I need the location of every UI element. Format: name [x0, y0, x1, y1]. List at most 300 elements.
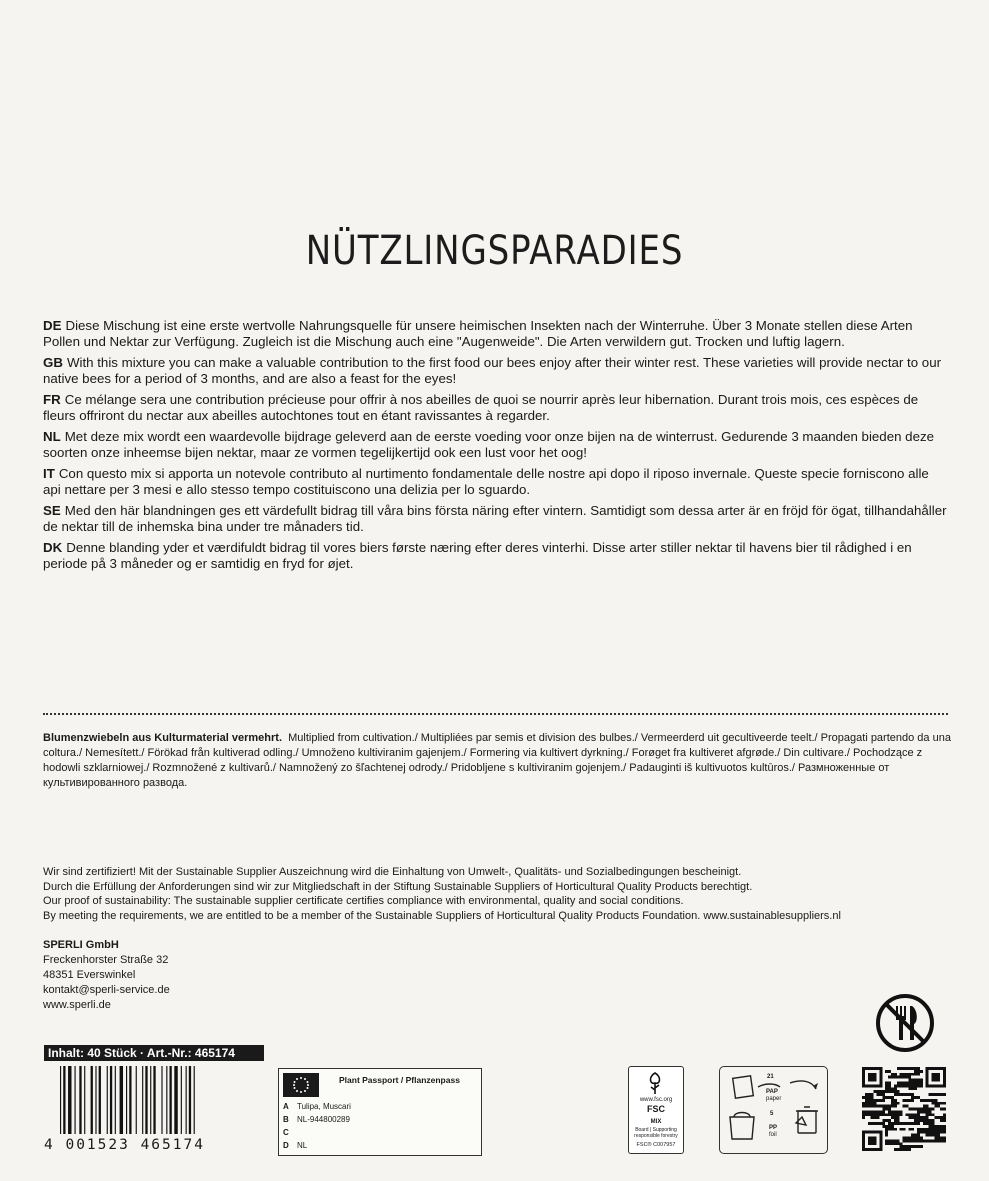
qr-module [894, 1110, 897, 1113]
qr-module [897, 1093, 900, 1096]
qr-module [888, 1105, 891, 1108]
eu-flag-icon [283, 1073, 319, 1097]
qr-module [920, 1131, 923, 1134]
content-label: Inhalt: 40 Stück · Art.-Nr.: 465174 [44, 1045, 264, 1061]
qr-module [929, 1119, 932, 1122]
qr-module [862, 1096, 865, 1099]
qr-module [885, 1090, 888, 1093]
qr-module [868, 1093, 871, 1096]
lang-dk [43, 540, 948, 571]
qr-module [920, 1108, 923, 1111]
qr-module [908, 1108, 911, 1111]
lang-fr [43, 392, 948, 423]
qr-module [923, 1128, 926, 1131]
qr-module [874, 1113, 877, 1116]
qr-module [891, 1139, 894, 1142]
qr-module [903, 1122, 906, 1125]
barcode-bar [142, 1066, 143, 1134]
qr-module [905, 1113, 908, 1116]
qr-module [900, 1142, 903, 1145]
qr-module [932, 1119, 935, 1122]
qr-module [943, 1093, 946, 1096]
company-city: 48351 Everswinkel [43, 969, 136, 981]
qr-module [932, 1113, 935, 1116]
qr-module [894, 1148, 897, 1151]
qr-module [905, 1122, 908, 1125]
qr-module [920, 1110, 923, 1113]
qr-module [905, 1137, 908, 1140]
qr-module [914, 1122, 917, 1125]
pap-label: paper [766, 1096, 782, 1102]
barcode-bar [74, 1066, 75, 1134]
qr-module [926, 1116, 929, 1119]
qr-module [943, 1116, 946, 1119]
qr-finder [879, 1067, 882, 1087]
qr-module [865, 1110, 868, 1113]
qr-module [888, 1128, 891, 1131]
qr-finder [926, 1067, 929, 1087]
qr-module [879, 1090, 882, 1093]
qr-module [908, 1081, 911, 1084]
qr-module [903, 1145, 906, 1148]
qr-module [911, 1122, 914, 1125]
qr-module [882, 1108, 885, 1111]
passport-row-b [283, 1115, 350, 1124]
lang-code: GB [43, 355, 63, 370]
qr-module [879, 1122, 882, 1125]
qr-finder [926, 1084, 946, 1087]
qr-module [926, 1119, 929, 1122]
pp-code: PP [769, 1125, 778, 1131]
qr-module [888, 1119, 891, 1122]
qr-module [888, 1110, 891, 1113]
passport-title: Plant Passport / Pflanzenpass [339, 1075, 460, 1085]
qr-module [917, 1110, 920, 1113]
qr-module [929, 1128, 932, 1131]
qr-module [900, 1128, 903, 1131]
qr-module [876, 1090, 879, 1093]
qr-module [914, 1119, 917, 1122]
qr-module [917, 1137, 920, 1140]
qr-module [885, 1128, 888, 1131]
barcode-bar [79, 1066, 81, 1134]
qr-finder [862, 1148, 882, 1151]
qr-module [943, 1113, 946, 1116]
cert-line: Our proof of sustainability: The sustainable supplier certificate certifies compliance with environmental, quality and social conditions. [43, 895, 684, 908]
no-food-icon [874, 992, 936, 1054]
qr-module [908, 1076, 911, 1079]
qr-module [894, 1093, 897, 1096]
fsc-label [628, 1066, 684, 1154]
qr-module [897, 1119, 900, 1122]
page-title: NÜTZLINGSPARADIES [305, 228, 684, 274]
barcode-bar [145, 1066, 147, 1134]
qr-module [871, 1110, 874, 1113]
qr-module [940, 1128, 943, 1131]
qr-module [905, 1084, 908, 1087]
qr-module [917, 1139, 920, 1142]
lang-text: Ce mélange sera une contribution précieuse pour offrir à nos abeilles de quoi se nourrir après leur hibernation. Durant trois mois, ces espèces de fleurs offriront du nectar aux abeilles autochtones tout en étant ravissantes à regarder. [43, 392, 919, 423]
qr-module [888, 1108, 891, 1111]
qr-module [937, 1128, 940, 1131]
qr-module [876, 1110, 879, 1113]
lang-gb [43, 355, 948, 386]
lang-code: IT [43, 466, 55, 481]
qr-module [934, 1102, 937, 1105]
qr-module [917, 1145, 920, 1148]
qr-module [940, 1102, 943, 1105]
barcode-bar [107, 1066, 108, 1134]
qr-module [882, 1105, 885, 1108]
qr-module [865, 1099, 868, 1102]
pp-label: foil [769, 1132, 777, 1138]
qr-module [920, 1081, 923, 1084]
lang-code: FR [43, 392, 61, 407]
qr-module [908, 1122, 911, 1125]
qr-finder [879, 1131, 882, 1151]
qr-module [908, 1079, 911, 1082]
passport-key: A [283, 1102, 289, 1111]
qr-module [897, 1122, 900, 1125]
qr-module [926, 1131, 929, 1134]
qr-module [903, 1128, 906, 1131]
qr-module [911, 1073, 914, 1076]
passport-key: D [283, 1141, 289, 1150]
qr-module [891, 1110, 894, 1113]
barcode-bar [181, 1066, 182, 1134]
qr-module [937, 1125, 940, 1128]
qr-module [882, 1090, 885, 1093]
qr-module [894, 1142, 897, 1145]
lang-se [43, 503, 948, 534]
cert-line: Wir sind zertifiziert! Mit der Sustainable Supplier Auszeichnung wird die Einhaltung von Umwelt-, Qualitäts- und Sozialbedingungen bescheinigt. [43, 866, 742, 878]
qr-module [917, 1122, 920, 1125]
qr-module [894, 1122, 897, 1125]
qr-finder [943, 1067, 946, 1087]
qr-module [894, 1073, 897, 1076]
qr-module [905, 1099, 908, 1102]
lang-code: NL [43, 429, 61, 444]
qr-module [903, 1081, 906, 1084]
qr-module [923, 1122, 926, 1125]
qr-module [897, 1142, 900, 1145]
qr-module [885, 1119, 888, 1122]
lang-nl [43, 429, 948, 460]
qr-module [908, 1099, 911, 1102]
barcode-bar [120, 1066, 123, 1134]
qr-module [932, 1122, 935, 1125]
qr-finder [868, 1073, 877, 1082]
qr-module [920, 1070, 923, 1073]
qr-module [879, 1099, 882, 1102]
qr-module [937, 1131, 940, 1134]
qr-module [905, 1139, 908, 1142]
barcode-bar [60, 1066, 61, 1134]
qr-module [908, 1137, 911, 1140]
barcode-bar [110, 1066, 112, 1134]
qr-module [885, 1105, 888, 1108]
qr-module [934, 1131, 937, 1134]
qr-module [868, 1113, 871, 1116]
qr-module [871, 1122, 874, 1125]
qr-code [862, 1067, 946, 1151]
qr-module [894, 1099, 897, 1102]
qr-module [908, 1145, 911, 1148]
barcode-bar [126, 1066, 127, 1134]
origin-bold: Blumenzwiebeln aus Kulturmaterial vermehrt. [43, 732, 283, 744]
fsc-web: www.fsc.org [639, 1097, 673, 1103]
qr-module [940, 1139, 943, 1142]
qr-finder [926, 1067, 946, 1070]
qr-module [917, 1119, 920, 1122]
qr-module [882, 1125, 885, 1128]
qr-module [920, 1145, 923, 1148]
qr-module [876, 1113, 879, 1116]
qr-module [894, 1090, 897, 1093]
barcode-bar [189, 1066, 191, 1134]
qr-module [865, 1093, 868, 1096]
qr-module [885, 1134, 888, 1137]
qr-module [923, 1139, 926, 1142]
qr-module [943, 1128, 946, 1131]
cert-line: Durch die Erfüllung der Anforderungen sind wir zur Mitgliedschaft in der Stiftung Sustainable Suppliers of Horticultural Quality Products berechtigt. [43, 880, 753, 893]
qr-module [897, 1148, 900, 1151]
qr-module [894, 1119, 897, 1122]
qr-module [865, 1105, 868, 1108]
qr-module [911, 1116, 914, 1119]
qr-module [900, 1076, 903, 1079]
qr-module [874, 1090, 877, 1093]
qr-module [868, 1122, 871, 1125]
barcode-bar [153, 1066, 155, 1134]
qr-module [868, 1102, 871, 1105]
qr-module [914, 1134, 917, 1137]
qr-module [923, 1105, 926, 1108]
qr-module [914, 1108, 917, 1111]
qr-module [940, 1116, 943, 1119]
qr-module [929, 1131, 932, 1134]
passport-key: B [283, 1115, 289, 1124]
qr-module [879, 1105, 882, 1108]
qr-module [868, 1105, 871, 1108]
qr-module [888, 1070, 891, 1073]
qr-module [888, 1139, 891, 1142]
qr-module [908, 1087, 911, 1090]
qr-module [911, 1108, 914, 1111]
qr-module [865, 1113, 868, 1116]
qr-module [903, 1067, 906, 1070]
qr-module [911, 1134, 914, 1137]
qr-module [891, 1105, 894, 1108]
qr-module [888, 1113, 891, 1116]
qr-module [874, 1102, 877, 1105]
qr-module [943, 1119, 946, 1122]
passport-value: Tulipa, Muscari [297, 1102, 351, 1111]
qr-module [920, 1116, 923, 1119]
qr-module [943, 1131, 946, 1134]
qr-module [923, 1108, 926, 1111]
qr-module [934, 1099, 937, 1102]
qr-module [897, 1067, 900, 1070]
barcode-bar [68, 1066, 71, 1134]
qr-module [891, 1073, 894, 1076]
qr-module [905, 1073, 908, 1076]
barcode-bar [84, 1066, 85, 1134]
qr-module [937, 1139, 940, 1142]
qr-module [937, 1102, 940, 1105]
qr-module [914, 1084, 917, 1087]
qr-module [937, 1093, 940, 1096]
fsc-line1: Board | Supporting [635, 1127, 677, 1133]
barcode-bar [136, 1066, 137, 1134]
qr-module [900, 1148, 903, 1151]
qr-module [940, 1119, 943, 1122]
barcode-bar [186, 1066, 187, 1134]
qr-module [871, 1099, 874, 1102]
qr-module [932, 1139, 935, 1142]
qr-module [879, 1110, 882, 1113]
qr-module [894, 1113, 897, 1116]
qr-module [900, 1110, 903, 1113]
qr-module [920, 1119, 923, 1122]
qr-finder [932, 1073, 941, 1082]
qr-module [926, 1099, 929, 1102]
qr-module [876, 1116, 879, 1119]
qr-module [882, 1110, 885, 1113]
qr-module [903, 1076, 906, 1079]
lang-de [43, 318, 948, 349]
qr-module [882, 1099, 885, 1102]
language-descriptions [43, 318, 948, 577]
qr-module [920, 1084, 923, 1087]
qr-module [923, 1110, 926, 1113]
qr-module [937, 1134, 940, 1137]
qr-module [914, 1067, 917, 1070]
qr-module [891, 1096, 894, 1099]
qr-module [926, 1110, 929, 1113]
qr-module [929, 1113, 932, 1116]
qr-module [911, 1139, 914, 1142]
qr-module [929, 1110, 932, 1113]
qr-module [900, 1113, 903, 1116]
qr-module [900, 1081, 903, 1084]
qr-module [911, 1079, 914, 1082]
lang-text: Con questo mix si apporta un notevole contributo al nurtimento fondamentale delle nostre api dopo il riposo invernale. Queste specie forniscono alle api nettare per 3 mesi e allo stesso tempo costituiscono una delizia per lo sguardo. [43, 466, 929, 497]
qr-module [934, 1093, 937, 1096]
qr-module [943, 1102, 946, 1105]
qr-module [897, 1139, 900, 1142]
barcode-bar [169, 1066, 171, 1134]
lang-it [43, 466, 948, 497]
qr-module [885, 1139, 888, 1142]
qr-module [943, 1139, 946, 1142]
qr-module [940, 1131, 943, 1134]
qr-module [932, 1131, 935, 1134]
qr-module [917, 1134, 920, 1137]
recycling-label [719, 1066, 828, 1154]
qr-module [914, 1113, 917, 1116]
qr-module [885, 1084, 888, 1087]
qr-module [891, 1116, 894, 1119]
qr-module [911, 1099, 914, 1102]
qr-module [891, 1113, 894, 1116]
pap-number: 21 [767, 1074, 774, 1080]
qr-module [940, 1125, 943, 1128]
qr-module [874, 1116, 877, 1119]
qr-module [911, 1087, 914, 1090]
qr-module [891, 1102, 894, 1105]
lang-text: Diese Mischung ist eine erste wertvolle Nahrungsquelle für unsere heimischen Insekten nach der Winterruhe. Über 3 Monate stellen diese Arten Pollen und Nektar zur Verfügung. Zugleich ist die Mischung auch eine "Augenweide". Die Arten verwildern gut. Trocken und luftig lagern. [43, 318, 913, 349]
qr-module [914, 1139, 917, 1142]
fsc-tree-icon [642, 1071, 668, 1097]
qr-module [923, 1131, 926, 1134]
qr-module [874, 1110, 877, 1113]
company-name: SPERLI GmbH [43, 939, 119, 951]
barcode-bar [194, 1066, 195, 1134]
fsc-code: FSC® C007957 [636, 1142, 676, 1148]
qr-module [908, 1067, 911, 1070]
lang-code: DE [43, 318, 62, 333]
qr-module [885, 1070, 888, 1073]
qr-module [894, 1076, 897, 1079]
qr-module [888, 1087, 891, 1090]
qr-module [920, 1128, 923, 1131]
qr-module [934, 1125, 937, 1128]
lang-text: Med den här blandningen ges ett värdefullt bidrag till våra bins första näring efter vintern. Samtidigt som dessa arter är en fröjd för ögat, tillhandahåller de nektar till de inhemska bina under tre månaders tid. [43, 503, 947, 534]
qr-module [905, 1148, 908, 1151]
qr-module [882, 1096, 885, 1099]
qr-module [917, 1128, 920, 1131]
qr-module [943, 1108, 946, 1111]
fsc-line2: responsible forestry [634, 1133, 678, 1139]
barcode-bar [99, 1066, 101, 1134]
qr-module [891, 1090, 894, 1093]
qr-module [929, 1093, 932, 1096]
qr-module [937, 1137, 940, 1140]
qr-module [917, 1084, 920, 1087]
qr-module [929, 1099, 932, 1102]
qr-module [911, 1093, 914, 1096]
qr-module [911, 1128, 914, 1131]
qr-module [911, 1084, 914, 1087]
qr-module [900, 1084, 903, 1087]
qr-module [897, 1110, 900, 1113]
qr-module [905, 1067, 908, 1070]
qr-module [917, 1079, 920, 1082]
qr-module [917, 1131, 920, 1134]
qr-module [894, 1128, 897, 1131]
qr-module [891, 1076, 894, 1079]
qr-module [885, 1142, 888, 1145]
qr-module [885, 1125, 888, 1128]
qr-finder [862, 1067, 865, 1087]
qr-module [876, 1099, 879, 1102]
qr-module [871, 1116, 874, 1119]
qr-module [920, 1099, 923, 1102]
qr-module [900, 1093, 903, 1096]
qr-module [932, 1108, 935, 1111]
qr-module [894, 1084, 897, 1087]
cert-line: By meeting the requirements, we are entitled to be a member of the Sustainable Suppliers of Horticultural Quality Products Foundation. www.sustainablesuppliers.nl [43, 909, 841, 922]
qr-module [885, 1113, 888, 1116]
qr-module [929, 1134, 932, 1137]
qr-module [905, 1145, 908, 1148]
barcode-bar [63, 1066, 65, 1134]
qr-module [900, 1067, 903, 1070]
company-web: www.sperli.de [43, 999, 111, 1011]
qr-module [926, 1134, 929, 1137]
qr-module [908, 1084, 911, 1087]
